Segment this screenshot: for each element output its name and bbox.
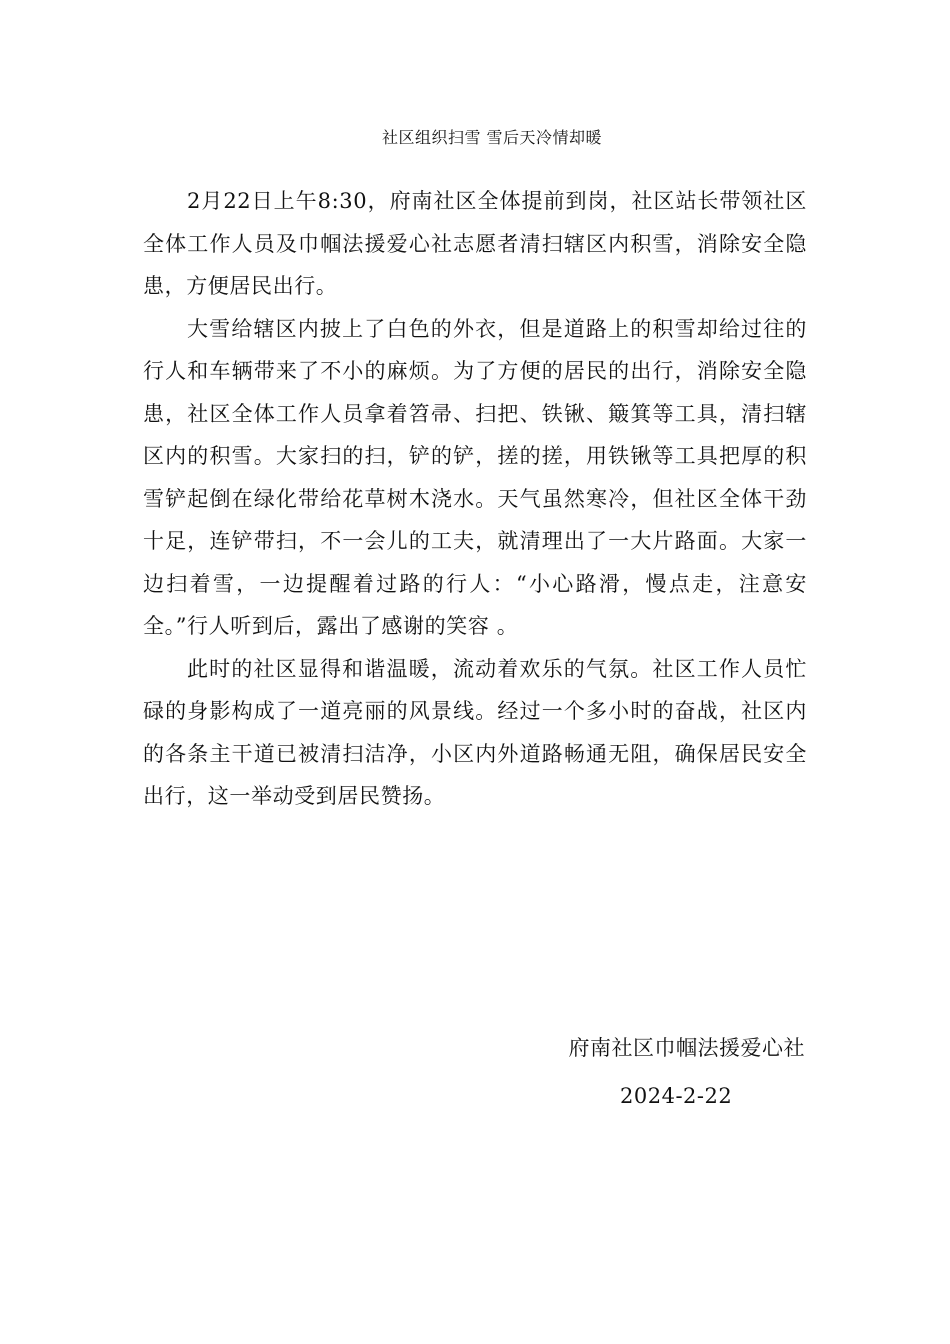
document-date: 2024-2-22 [620,1084,733,1108]
paragraph-3: 此时的社区显得和谐温暖，流动着欢乐的气氛。社区工作人员忙碌的身影构成了一道亮丽的风景线。经过一个多小时的奋战，社区内的各条主干道已被清扫洁净，小区内外道路畅通无阻，确保居民安全出行，这一举动受到居民赞扬。 [143,656,807,808]
signature: 府南社区巾帼法援爱心社 [568,1036,805,1060]
document-title: 社区组织扫雪 雪后天冷情却暖 [381,128,603,147]
paragraph-2: 大雪给辖区内披上了白色的外衣，但是道路上的积雪却给过往的行人和车辆带来了不小的麻烦。为了方便的居民的出行，消除安全隐患，社区全体工作人员拿着笤帚、扫把、铁锹、簸箕等工具，清扫辖区内的积雪。大家扫的扫，铲的铲，搓的搓，用铁锹等工具把厚的积雪铲起倒在绿化带给花草树木浇水。天气虽然寒冷，但社区全体干劲十足，连铲带扫，不一会儿的工夫，就清理出了一大片路面。大家一边扫着雪，一边提醒着过路的行人：“小心路滑，慢点走，注意安全。”行人听到后，露出了感谢的笑容 。 [143,316,807,638]
document-body [143,180,807,818]
paragraph-1: 2月22日上午8:30，府南社区全体提前到岗，社区站长带领社区全体工作人员及巾帼法援爱心社志愿者清扫辖区内积雪，消除安全隐患，方便居民出行。 [143,189,807,298]
